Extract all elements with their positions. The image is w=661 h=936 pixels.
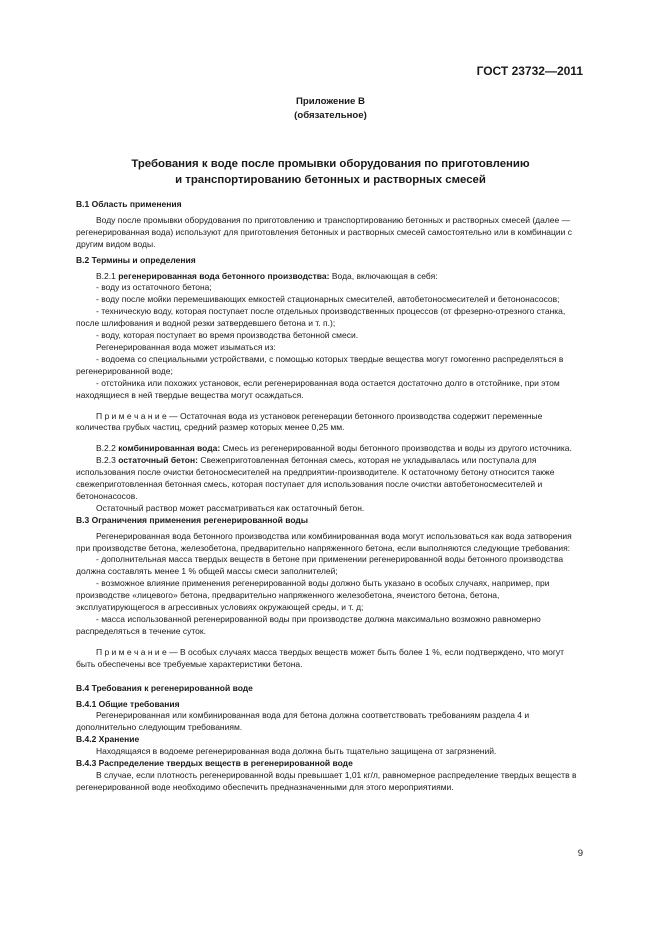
appendix-label: Приложение В xyxy=(296,96,365,107)
paragraph: В случае, если плотность регенерированной воды превышает 1,01 кг/л, равномерное распределение твердых веществ в регенерированной воде необходимо обеспечить предназначенными для этого мероприятиями. xyxy=(76,769,577,792)
list-item: - водоема со специальными устройствами, с помощью которых твердые вещества могут гомогенно распределяться в регенерированной воде; xyxy=(76,353,564,376)
term-number: В.2.3 xyxy=(96,455,116,466)
term-number: В.2.1 xyxy=(96,270,116,281)
term-definition-b22 xyxy=(76,443,584,455)
list-item: - отстойника или похожих установок, если регенерированная вода остается достаточно долго в отстойнике, при этом находящиеся в ней твердые вещества могут осаждаться. xyxy=(76,377,560,400)
list-item: - масса использованной регенерированной воды при производстве должна максимально возможно равномерно распределяться в течение суток. xyxy=(76,614,541,636)
section-heading-b3: В.3 Ограничения применения регенерированной воды xyxy=(76,514,309,525)
appendix-title xyxy=(0,156,661,188)
note xyxy=(76,647,584,671)
paragraph: Регенерированная вода бетонного производства или комбинированная вода могут использоваться как вода затворения при производстве бетона, железобетона, предварительно напряженного бетона, если выполняются следующие требования: xyxy=(76,530,572,553)
term-name: остаточный бетон: xyxy=(118,455,198,466)
subsection-heading-b43: В.4.3 Распределение твердых веществ в регенерированной воде xyxy=(76,758,353,769)
subsection-heading-b42: В.4.2 Хранение xyxy=(76,734,140,745)
page-number: 9 xyxy=(577,848,583,859)
note-text: — Остаточная вода из установок регенерации бетонного производства содержит переменные количества грубых частиц, средний размер которых менее 0,25 мм. xyxy=(76,410,543,433)
note-text: — В особых случаях масса твердых веществ может быть более 1 %, если подтверждено, что могут быть обеспечены все требуемые характеристики бетона. xyxy=(76,646,565,669)
paragraph: Воду после промывки оборудования по приготовлению и транспортированию бетонных и растворных смесей (далее — регенерированная вода) используют для приготовления бетонных и растворных смесей самостоятельно или в комбинации с другим видом воды. xyxy=(76,214,572,249)
note-label: П р и м е ч а н и е xyxy=(96,646,167,657)
paragraph: Находящаяся в водоеме регенерированная вода должна быть тщательно защищена от загрязнений. xyxy=(96,746,497,757)
list-item: - техническую воду, которая поступает после отдельных производственных процессов (от фрезерно-отрезного станка, после шлифования и водной резки затвердевшего бетона и т. п.); xyxy=(76,306,566,329)
list-item: - воду после мойки перемешивающих емкостей стационарных смесителей, автобетоносмесителей и бетононасосов; xyxy=(96,294,560,305)
title-line-1: Требования к воде после промывки оборудования по приготовлению xyxy=(131,158,530,170)
note xyxy=(76,411,584,435)
paragraph: Регенерированная или комбинированная вода для бетона должна соответствовать требованиям раздела 4 и дополнительно следующим требованиям. xyxy=(76,710,530,733)
section-heading-b2: В.2 Термины и определения xyxy=(76,254,196,265)
list-item: - воду, которая поступает во время производства бетонной смеси. xyxy=(96,330,359,341)
subsection-heading-b41: В.4.1 Общие требования xyxy=(76,698,180,709)
document-body xyxy=(76,199,584,794)
document-code: ГОСТ 23732—2011 xyxy=(476,64,583,78)
note-label: П р и м е ч а н и е xyxy=(96,410,167,421)
appendix-status: (обязательное) xyxy=(294,110,367,121)
section-heading-b1: В.1 Область применения xyxy=(76,199,182,209)
title-line-2: и транспортированию бетонных и растворных смесей xyxy=(175,174,486,186)
list-item: - возможное влияние применения регенерированной воды должно быть указано в особых случаях, например, при производстве «лицевого» бетона, предварительно напряженного железобетона, ячеистого бетона, бетона, эксплуатирующегося в агрессивных условиях окружающей среды, и т. д; xyxy=(76,578,550,613)
section-heading-b4: В.4 Требования к регенерированной воде xyxy=(76,682,253,693)
term-name: комбинированная вода: xyxy=(118,443,221,454)
term-definition-b21 xyxy=(76,271,584,283)
list-item: - дополнительная масса твердых веществ в бетоне при применении регенерированной воды бетонного производства должна составлять менее 1 % общей массы смеси заполнителей; xyxy=(76,554,564,577)
term-name: регенерированная вода бетонного производства: xyxy=(118,270,330,281)
paragraph: Регенерированная вода может изыматься из: xyxy=(96,341,276,352)
term-definition-b23 xyxy=(76,455,584,503)
term-number: В.2.2 xyxy=(96,443,116,454)
term-text: Свежеприготовленная бетонная смесь, которая не укладывалась или поступала для использования после очистки бетоносмесителей на предприятии-производителе. К остаточному бетону относится также свежеприготовленная бетонная смесь, которая поступает для использования после очистки автобетоносмесителей и бетононасосов. xyxy=(76,455,555,501)
term-text: Вода, включающая в себя: xyxy=(331,270,438,281)
term-text: Смесь из регенерированной воды бетонного производства и воды из другого источника. xyxy=(222,443,572,454)
paragraph: Остаточный раствор может рассматриваться как остаточный бетон. xyxy=(96,502,365,513)
list-item: - воду из остаточного бетона; xyxy=(96,282,212,293)
